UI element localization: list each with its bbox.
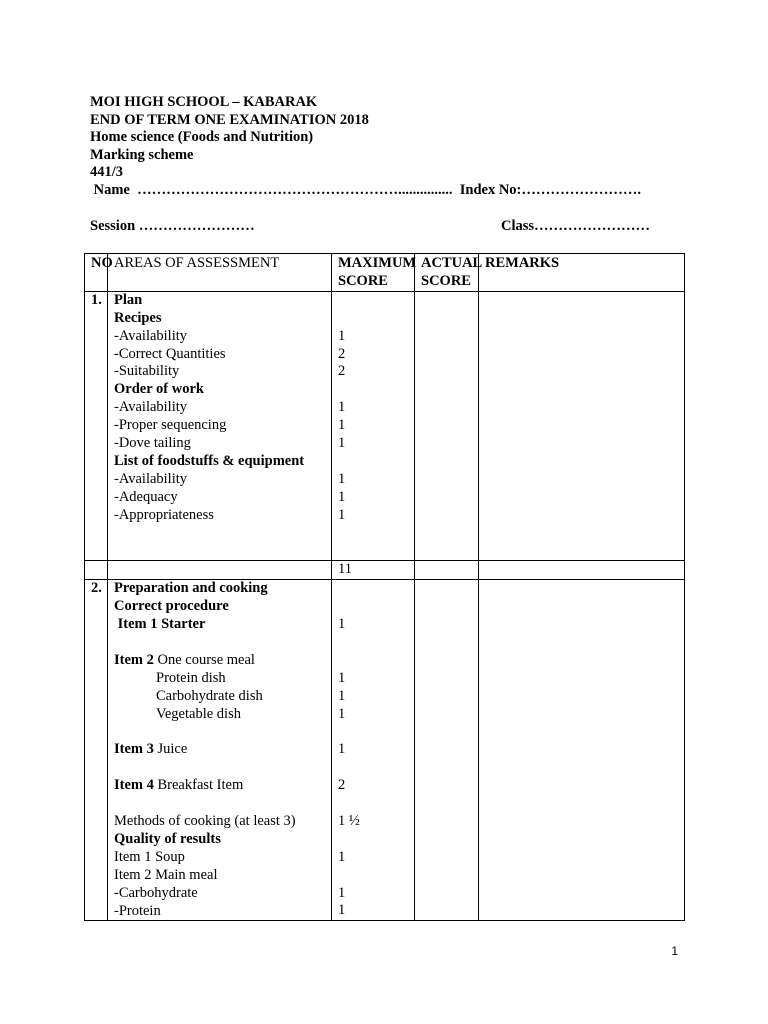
max-score-value — [338, 453, 408, 471]
assessment-item — [114, 795, 325, 813]
header-max-score: MAXIMUM SCORE — [332, 254, 415, 292]
actual-score-cell — [415, 291, 479, 561]
document-header — [90, 94, 641, 199]
section-number: 1. — [85, 291, 108, 561]
assessment-areas-cell — [108, 291, 332, 561]
assessment-item: -Suitability — [114, 363, 180, 380]
item-label: Item 3 — [114, 741, 154, 758]
subtotal-score: 11 — [332, 561, 415, 580]
assessment-item: -Dove tailing — [114, 435, 191, 452]
assessment-item: -Availability — [114, 399, 188, 416]
school-name: MOI HIGH SCHOOL – KABARAK — [90, 94, 318, 110]
subtotal-empty-cell — [479, 561, 685, 580]
max-score-value: 1 — [338, 884, 346, 901]
assessment-table — [84, 253, 685, 921]
max-score-value: 1 — [338, 488, 346, 505]
assessment-item: Preparation and cooking — [114, 580, 268, 597]
max-score-value: 1 — [338, 435, 346, 452]
table-row — [85, 580, 685, 921]
max-score-value: 2 — [338, 345, 346, 362]
max-score-value — [338, 723, 408, 741]
item-label: Item 4 — [114, 777, 154, 794]
max-score-value: 1 — [338, 417, 346, 434]
assessment-item: -Adequacy — [114, 488, 178, 505]
remarks-cell — [479, 580, 685, 921]
subject-title: Home science (Foods and Nutrition) — [90, 129, 314, 145]
assessment-item: Vegetable dish — [156, 705, 241, 722]
max-score-value: 1 ½ — [338, 812, 360, 829]
subtotal-empty-cell — [415, 561, 479, 580]
max-score-value: 1 — [338, 327, 346, 344]
max-score-value: 2 — [338, 363, 346, 380]
assessment-item: Carbohydrate dish — [156, 687, 263, 704]
subtotal-row — [85, 561, 685, 580]
session-line: Session …………………… — [90, 218, 255, 234]
max-score-value: 1 — [338, 848, 346, 865]
assessment-item: Recipes — [114, 309, 162, 326]
assessment-item — [114, 759, 325, 777]
subtotal-empty-cell — [85, 561, 108, 580]
assessment-item — [114, 777, 325, 795]
max-score-value — [338, 634, 408, 652]
max-score-value — [338, 795, 408, 813]
assessment-item: Correct procedure — [114, 598, 229, 615]
assessment-item: Item 2 Main meal — [114, 866, 218, 883]
assessment-item: -Correct Quantities — [114, 345, 226, 362]
header-areas: AREAS OF ASSESSMENT — [108, 254, 332, 292]
paper-code: 441/3 — [90, 164, 124, 180]
header-remarks: REMARKS — [479, 254, 685, 292]
max-score-value — [338, 310, 408, 328]
name-index-line: Name ………………………………………………............... Index No:……………………. — [90, 181, 641, 198]
max-score-value: 1 — [338, 470, 346, 487]
document-type: Marking scheme — [90, 146, 194, 163]
max-score-value — [338, 867, 408, 885]
max-score-value — [338, 652, 408, 670]
section-number: 2. — [85, 580, 108, 921]
max-score-value — [338, 831, 408, 849]
assessment-item: Protein dish — [156, 669, 226, 686]
assessment-item: Order of work — [114, 381, 204, 398]
max-score-value: 1 — [338, 705, 346, 722]
item-text: Juice — [153, 741, 188, 758]
subtotal-empty-cell — [108, 561, 332, 580]
assessment-item: -Availability — [114, 470, 188, 487]
header-no: NO — [85, 254, 108, 292]
max-score-value — [338, 580, 408, 598]
item-text: One course meal — [153, 651, 255, 668]
assessment-item — [114, 652, 325, 670]
max-score-value: 1 — [338, 687, 346, 704]
max-score-value — [338, 542, 408, 560]
assessment-areas-cell — [108, 580, 332, 921]
assessment-item: Methods of cooking (at least 3) — [114, 813, 296, 829]
assessment-item: -Proper sequencing — [114, 417, 227, 434]
assessment-item: Plan — [114, 291, 143, 308]
assessment-item — [114, 634, 325, 652]
assessment-item: -Appropriateness — [114, 506, 214, 523]
assessment-item: -Protein — [114, 902, 161, 919]
assessment-item: Quality of results — [114, 830, 221, 847]
assessment-item: Item 1 Soup — [114, 848, 185, 865]
assessment-item: -Carbohydrate — [114, 884, 198, 901]
max-score-value: 1 — [338, 399, 346, 416]
assessment-item — [114, 741, 325, 759]
class-line: Class…………………… — [501, 218, 651, 234]
item-label: Item 2 — [114, 651, 154, 668]
max-score-value — [338, 598, 408, 616]
assessment-item — [114, 525, 325, 543]
max-score-value: 1 — [338, 616, 346, 633]
max-score-value — [338, 292, 408, 310]
assessment-item — [114, 724, 325, 742]
actual-score-cell — [415, 580, 479, 921]
page-number: 1 — [671, 944, 678, 958]
max-score-value — [338, 525, 408, 543]
assessment-item: List of foodstuffs & equipment — [114, 452, 305, 469]
table-row — [85, 291, 685, 561]
header-actual-score: ACTUAL SCORE — [415, 254, 479, 292]
max-score-value — [338, 381, 408, 399]
max-score-value — [338, 759, 408, 777]
max-score-cell — [332, 580, 415, 921]
table-header-row — [85, 254, 685, 292]
max-score-value: 1 — [338, 669, 346, 686]
exam-title: END OF TERM ONE EXAMINATION 2018 — [90, 111, 369, 128]
max-score-value: 1 — [338, 902, 346, 919]
max-score-cell — [332, 291, 415, 561]
max-score-value: 1 — [338, 506, 346, 523]
max-score-value: 2 — [338, 777, 346, 794]
assessment-item — [114, 542, 325, 560]
assessment-item: -Availability — [114, 327, 188, 344]
assessment-item: Item 1 Starter — [114, 616, 206, 633]
max-score-value: 1 — [338, 741, 346, 758]
remarks-cell — [479, 291, 685, 561]
item-text: Breakfast Item — [153, 777, 244, 794]
